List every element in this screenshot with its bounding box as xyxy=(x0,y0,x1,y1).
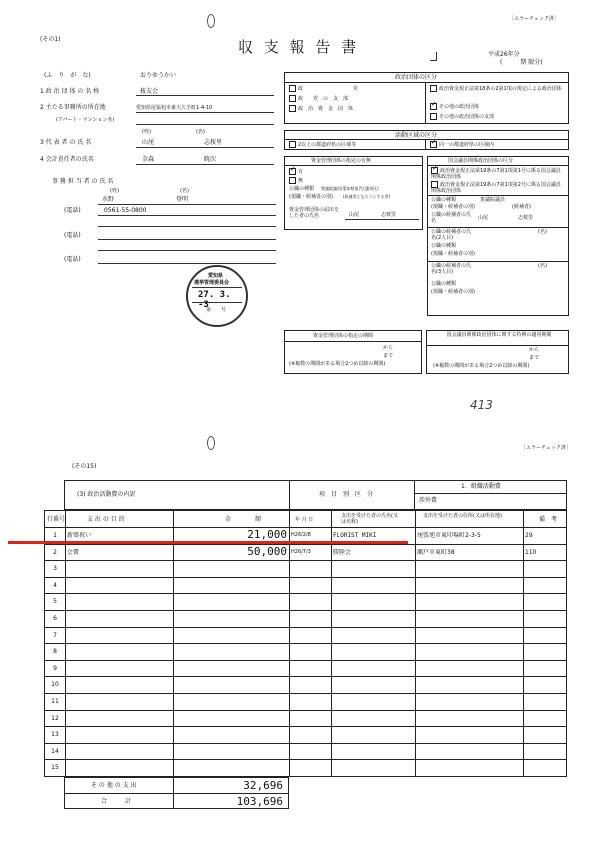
cell-no: 14 xyxy=(51,747,59,755)
org-type-box: 政治団体の区分 政 党 政 党 の 支 部 政 治 資 金 団 体 政治資金規正法第18条の2第1項の規定による政治団体 ✓ その他の政治団体 その他の政治団体の支部 xyxy=(284,72,569,124)
candidate-given-name: 志桜里 xyxy=(518,215,534,221)
table-row xyxy=(44,611,567,628)
table-row xyxy=(44,744,567,761)
fund-office-type: 衆議院議員(愛知県第7区選挙区) xyxy=(321,186,379,191)
report-period: ( 期 限分) xyxy=(500,59,543,66)
fund-org-box: 資金管理団体の指定の有無 ✓ 有 無 公職の種類 衆議院議員(愛知県第7区選挙区) (現職・候補者の別) (候補者となろうとする者) 資金管理団体の届出をした者の氏名 山尾 志桜里 xyxy=(284,156,423,230)
totals-box xyxy=(64,777,289,809)
office-address-label: 2 主たる事務所の所在地 xyxy=(40,104,106,111)
candidate-surname: 山尾 xyxy=(478,215,489,221)
highlight-line xyxy=(8,541,408,544)
section-title: (3) 政治活動費の内訳 xyxy=(77,491,136,498)
cell-address: 尾張旭市東印場町2-3-5 xyxy=(417,532,481,539)
cell-no: 7 xyxy=(53,631,57,639)
checkbox-multi-prefecture xyxy=(289,141,296,148)
treasurer-given-name: 暁次 xyxy=(204,156,217,163)
error-check-label-2: ［エラーチェック済］ xyxy=(521,445,571,451)
cell-no: 6 xyxy=(53,615,57,622)
cell-no: 12 xyxy=(51,714,59,722)
apartment-label: (アパート・マンション名) xyxy=(56,117,115,123)
total-label: 合 計 xyxy=(101,798,132,805)
cell-purpose: 会費 xyxy=(67,548,80,556)
diet-office-type: 衆議院議員 xyxy=(480,197,506,203)
checkbox-other-branch xyxy=(430,113,437,120)
table-row xyxy=(44,711,567,728)
election-committee-stamp: 愛知県 選挙管理委員会 27. 3. -3 第 号 xyxy=(186,265,248,327)
cell-remarks: 29 xyxy=(525,532,533,539)
form-number: (その1) xyxy=(40,36,61,43)
cell-no: 9 xyxy=(53,664,57,672)
furigana-value: おりゆうかい xyxy=(140,72,177,79)
table-row xyxy=(44,644,567,661)
diet-member-org-box: 国会議員関係政治団体の区分 ✓ 政治資金規正法第19条の7第1項第1号に係る国会議員関係政治団体 政治資金規正法第19条の7第1項第2号に係る国会議員関係政治団体 公職の種類 衆議院議員 (現職・候補者の別) (候補者) 公職の候補者の氏名 山尾 志桜里 公職の候補者の氏名(2人目) (名) 公職の種類 (現職・候補者の別) 公職の候補者の氏名(3人目) (名) 公職の種類 (現職・候補者の別) xyxy=(427,156,569,316)
checkbox-party xyxy=(289,85,296,92)
cell-date: H26/7/3 xyxy=(291,548,311,555)
form-number-2: (その15) xyxy=(72,463,97,470)
furigana-label: (ふ り が な) xyxy=(44,72,91,79)
cell-date: H26/2/8 xyxy=(291,532,311,538)
phone-label-3: (電話) xyxy=(64,256,81,263)
cell-no: 3 xyxy=(53,565,57,573)
table-row xyxy=(44,561,567,578)
other-expense-label: そ の 他 の 支 出 xyxy=(91,782,137,789)
table-row xyxy=(44,727,567,744)
table-row xyxy=(44,677,567,694)
office-address-value: 愛知県尾張旭市東大久手町1-4-10 xyxy=(136,105,213,111)
checkbox-fund-no xyxy=(289,177,296,184)
report-year: 平成26年分 xyxy=(488,51,520,58)
punch-hole-mark xyxy=(207,14,215,28)
error-check-label: ［エラーチェック済］ xyxy=(509,16,559,22)
punch-hole-mark-2 xyxy=(207,436,215,450)
cell-recipient: 勝陸会 xyxy=(333,548,352,556)
table-row xyxy=(44,545,567,562)
clerk-given-name: 登明 xyxy=(176,196,189,203)
org-name-label: 1 政 治 団 体 の 名 称 xyxy=(40,88,100,95)
corner-mark xyxy=(430,52,437,61)
representative-surname: 山尾 xyxy=(142,139,155,146)
phone-label-1: (電話) xyxy=(64,207,81,214)
checkbox-other-org: ✓ xyxy=(431,100,437,108)
stamp-date: 27. 3. -3 xyxy=(198,290,231,310)
cell-no: 10 xyxy=(51,681,59,689)
cell-no: 2 xyxy=(53,548,57,556)
representative-label: 3 代 表 者 の 氏 名 xyxy=(40,139,92,146)
cell-no: 15 xyxy=(51,764,59,772)
cell-amount: 50,000 xyxy=(247,544,287,558)
cell-no: 1 xyxy=(53,532,57,539)
category-value: 1．組織活動費 xyxy=(461,483,501,490)
checkbox-same-prefecture: ✓ xyxy=(431,138,437,146)
table-row xyxy=(44,578,567,595)
cell-amount: 21,000 xyxy=(247,528,287,541)
treasurer-surname: 金森 xyxy=(142,156,155,163)
cell-remarks: 110 xyxy=(525,548,537,556)
table-row xyxy=(44,594,567,611)
phone-label-2: (電話) xyxy=(64,232,81,239)
table-row xyxy=(44,628,567,645)
table-row xyxy=(44,661,567,678)
checkbox-fund-yes: ✓ xyxy=(290,165,296,173)
clerk-surname: 水野 xyxy=(102,196,115,203)
category-label: 項 目 別 区 分 xyxy=(319,491,374,498)
page-number-handwritten: 413 xyxy=(470,398,493,412)
activity-area-box: 活動区域の区分 2以上の都道府県の区域等 ✓ 同一の都道府県の区域内 xyxy=(284,130,569,150)
cell-no: 8 xyxy=(53,648,57,656)
checkbox-fund-org xyxy=(289,105,296,112)
column-headers: 行番号 支 出 の 目 的 金 額 年 月 日 支出を受けた者の氏名(又は名称) 支出を受けた者の住所(又は所在地) 備 考 xyxy=(44,510,567,528)
checkbox-diet-no2 xyxy=(431,181,438,188)
fund-period-box: 資金管理団体の指定の期間 から まで (※複数の期間がある場合2つめ以降の期間) xyxy=(284,330,422,374)
table-row xyxy=(44,760,567,777)
diet-period-box: 国会議員関係政治団体に関する特例の適用期間 から まで (※複数の期間がある場合2つめ以降の期間) xyxy=(426,330,569,374)
table-row xyxy=(44,694,567,711)
clerk-label: 事 務 担 当 者 の 氏 名 xyxy=(52,178,114,185)
treasurer-label: 4 会計責任者の氏名 xyxy=(40,156,94,163)
representative-given-name: 志桜里 xyxy=(204,139,223,146)
phone-value: 0561-55-0800 xyxy=(104,207,147,214)
org-name-value: 桜友会 xyxy=(140,88,159,95)
page-title: 収 支 報 告 書 xyxy=(238,38,360,56)
checkbox-diet-no1: ✓ xyxy=(432,164,438,172)
expense-header xyxy=(64,480,567,510)
cell-no: 11 xyxy=(51,698,59,705)
cell-no: 4 xyxy=(53,581,57,589)
cell-purpose: 新築祝い xyxy=(67,532,92,539)
designator-surname: 山尾 xyxy=(349,212,360,218)
cell-address: 瀬戸市東町38 xyxy=(417,548,455,556)
designator-given-name: 志桜里 xyxy=(381,212,397,218)
checkbox-party-branch xyxy=(289,95,296,102)
cell-recipient: FLORIST MIKI xyxy=(333,532,377,539)
cell-no: 5 xyxy=(53,598,57,606)
checkbox-art18 xyxy=(430,85,437,92)
cell-no: 13 xyxy=(51,731,59,739)
subcategory-value: 渉外費 xyxy=(419,497,438,504)
other-expense-amount: 32,696 xyxy=(243,779,283,792)
total-amount: 103,696 xyxy=(236,795,283,808)
